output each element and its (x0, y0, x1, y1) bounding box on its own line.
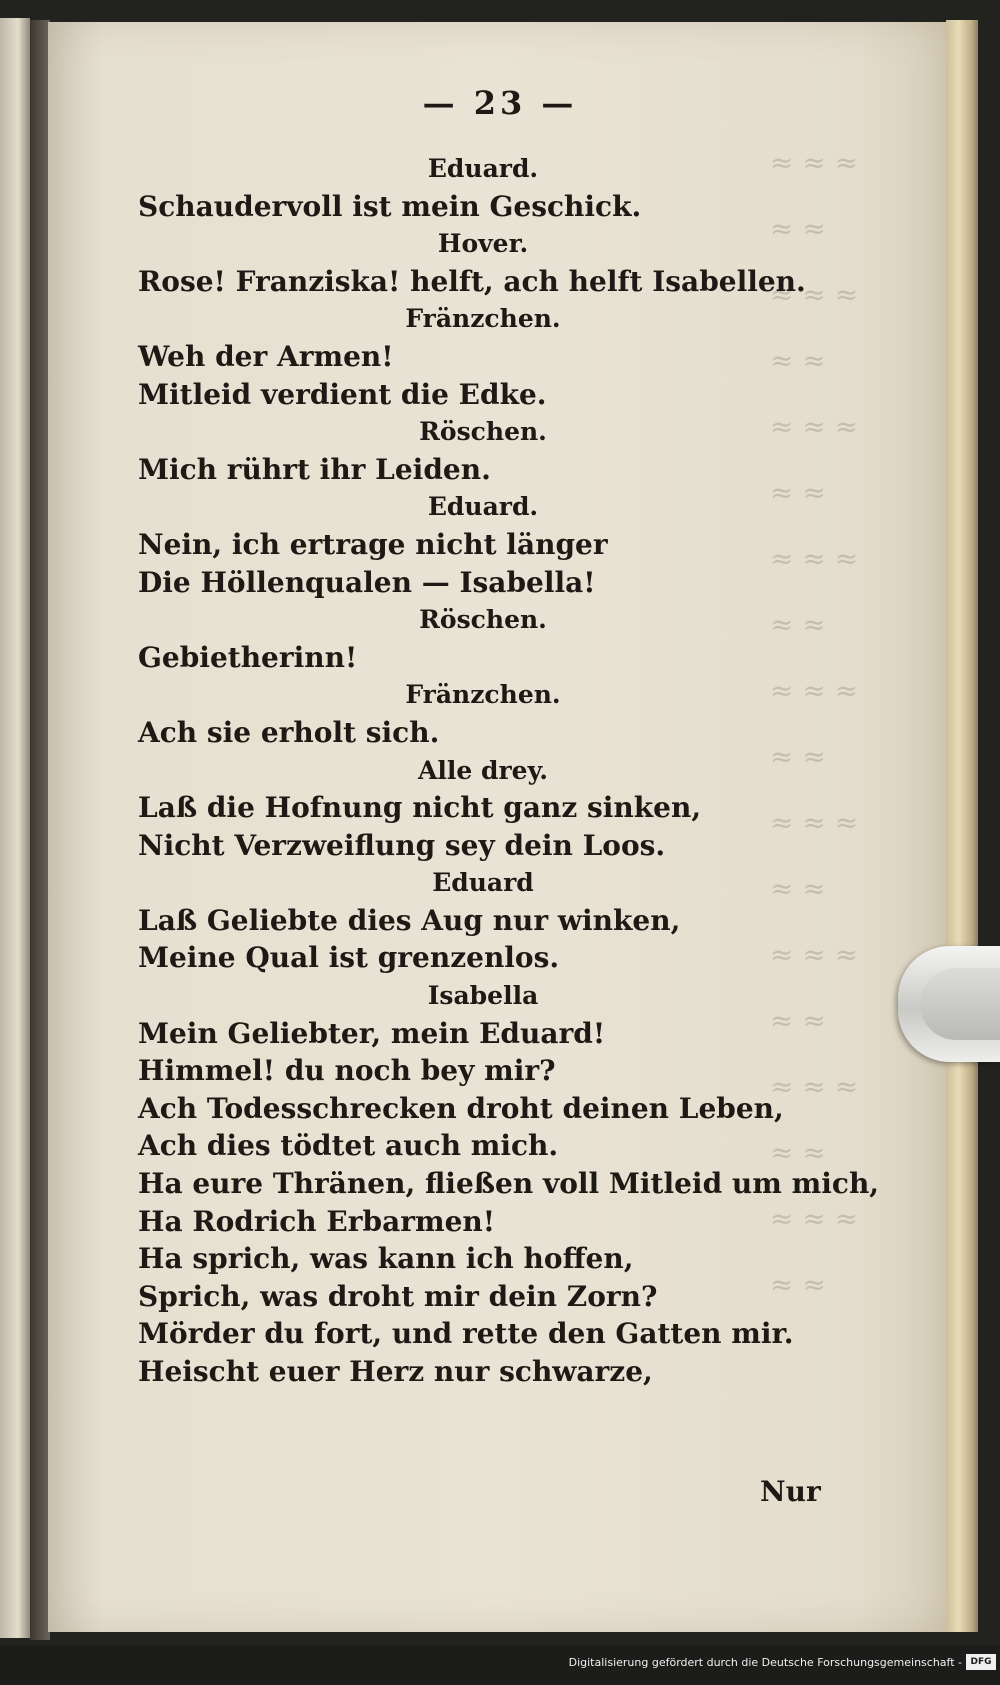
verse-line: Gebietherinn! (138, 640, 358, 674)
verse-line: Ach Todesschrecken droht deinen Leben, (138, 1091, 784, 1125)
verse-line: Schaudervoll ist mein Geschick. (138, 189, 642, 223)
funding-credit: Digitalisierung gefördert durch die Deutsche Forschungsgemeinschaft - (568, 1656, 962, 1669)
footer-bar (0, 1646, 1000, 1685)
verse-line: Himmel! du noch bey mir? (138, 1054, 556, 1088)
page-clip-holder (898, 946, 1000, 1062)
speaker-name: Eduard (432, 868, 534, 898)
page-clip-inner (920, 968, 1000, 1040)
speaker-name: Alle drey. (418, 755, 548, 785)
speaker-name: Isabella (427, 981, 539, 1011)
verse-line: Mich rührt ihr Leiden. (138, 452, 491, 486)
verse-line: Ha eure Thränen, fließen voll Mitleid um mich, (138, 1167, 880, 1201)
dfg-logo-icon: DFG (966, 1654, 996, 1670)
page-number: — 23 — (422, 84, 578, 122)
verse-line: Mitleid verdient die Edke. (138, 377, 547, 411)
speaker-name: Fränzchen. (405, 304, 561, 334)
verse-line: Ach sie erholt sich. (138, 715, 440, 749)
speaker-name: Hover. (437, 229, 529, 259)
verse-line: Laß Geliebte dies Aug nur winken, (138, 903, 681, 937)
verse-line: Die Höllenqualen — Isabella! (138, 565, 596, 599)
speaker-name: Fränzchen. (405, 680, 561, 710)
verse-line: Ha Rodrich Erbarmen! (138, 1204, 496, 1238)
speaker-name: Röschen. (419, 417, 547, 447)
speaker-name: Eduard. (427, 492, 539, 522)
verse-line: Heischt euer Herz nur schwarze, (138, 1355, 653, 1388)
bleed-through-texture: ≈ ≈ ≈ ≈ ≈ ≈ ≈ ≈ ≈ ≈ ≈ ≈ ≈ ≈ ≈ ≈ ≈ ≈ ≈ ≈ ≈ ≈ ≈ ≈ ≈ ≈ ≈ ≈ ≈ ≈ ≈ ≈ ≈ ≈ ≈ ≈ ≈ ≈ ≈ ≈ ≈ ≈ ≈ ≈ ≈ (770, 146, 859, 1301)
previous-page-edge (0, 18, 30, 1638)
verse-line: Mörder du fort, und rette den Gatten mir. (138, 1317, 794, 1351)
verse-line: Laß die Hofnung nicht ganz sinken, (138, 791, 702, 825)
page-stack-edge (946, 20, 978, 1632)
verse-line: Sprich, was droht mir dein Zorn? (138, 1279, 658, 1313)
verse-line: Ha sprich, was kann ich hoffen, (138, 1242, 634, 1276)
verse-line: Mein Geliebter, mein Eduard! (138, 1016, 606, 1050)
verse-line: Rose! Franziska! helft, ach helft Isabellen. (138, 264, 806, 298)
verse-text-block (138, 150, 880, 1391)
speaker-name: Röschen. (419, 605, 547, 635)
catchword: Nur (760, 1475, 821, 1508)
verse-line: Meine Qual ist grenzenlos. (138, 941, 560, 975)
speaker-name: Eduard. (427, 154, 539, 183)
book-gutter (30, 20, 50, 1640)
verse-line: Ach dies tödtet auch mich. (138, 1129, 559, 1163)
verse-line: Nein, ich ertrage nicht länger (138, 527, 608, 561)
verse-line: Nicht Verzweiflung sey dein Loos. (138, 828, 666, 862)
verse-line: Weh der Armen! (138, 339, 394, 373)
